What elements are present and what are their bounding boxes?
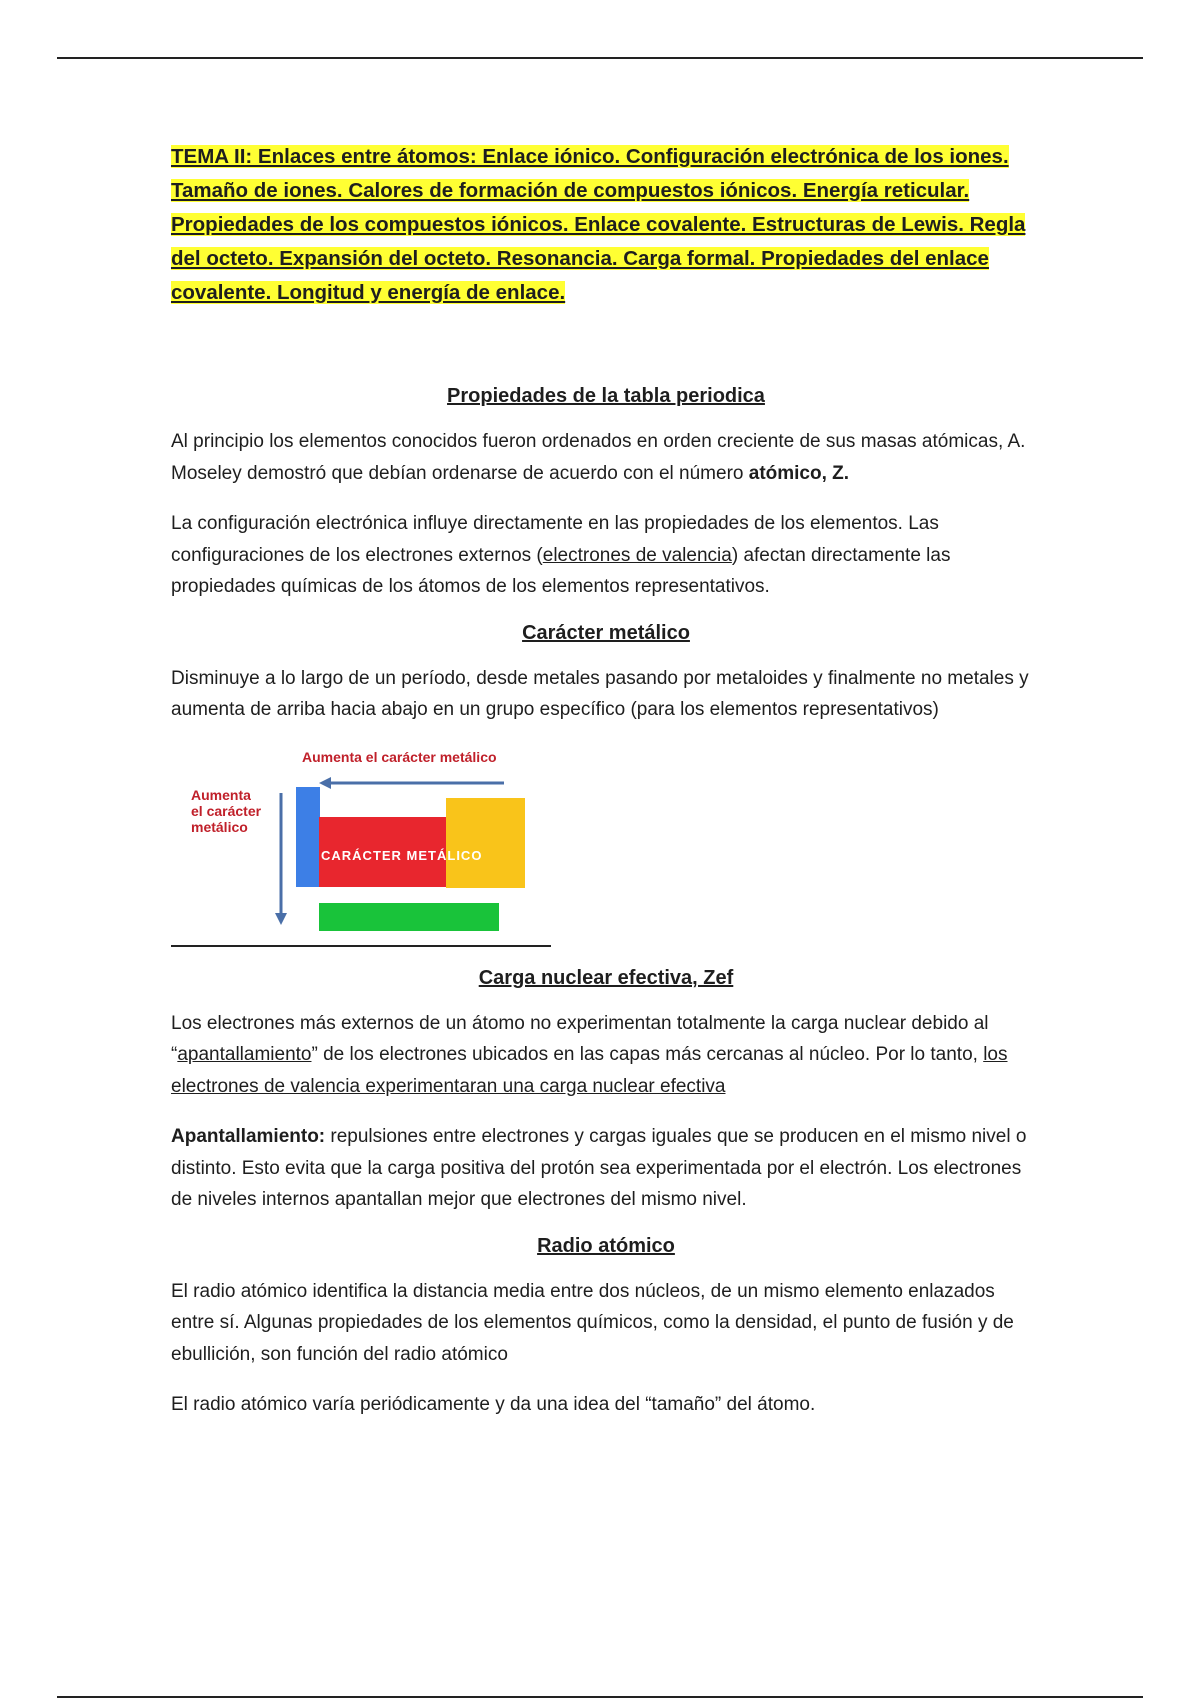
bottom-rule [57, 1696, 1143, 1698]
section-title-radio-atomico: Radio atómico [537, 1234, 675, 1257]
paragraph-moseley [171, 426, 1041, 489]
figure-center-text: CARÁCTER METÁLICO [321, 847, 483, 863]
paragraph-moseley-bold: atómico, Z. [748, 462, 850, 484]
paragraph-moseley-text: Al principio los elementos conocidos fueron ordenados en orden creciente de sus masas atómicas, A. Moseley demostró que debían ordenarse de acuerdo con el número [171, 431, 1026, 484]
paragraph-configuracion-pre: La configuración electrónica influye directamente en las propiedades de los elementos. Las configuraciones de los electrones externos ( [171, 513, 939, 566]
apantallamiento-definition: repulsiones entre electrones y cargas iguales que se producen en el mismo nivel o distinto. Esto evita que la carga positiva del protón sea experimentada por el electrón. Los electrones de niveles internos apantallan mejor que electrones del mismo nivel. [171, 1126, 1027, 1210]
horizontal-arrowhead-icon [319, 777, 331, 789]
figure-side-label-line1: Aumenta [191, 786, 251, 803]
paragraph-carga-nuclear-b: ” de los electrones ubicados en las capas más cercanas al núcleo. Por lo tanto, [311, 1044, 984, 1065]
paragraph-carga-nuclear [171, 1008, 1041, 1103]
caracter-metalico-figure [171, 745, 551, 947]
top-rule [57, 57, 1143, 59]
apantallamiento-term: Apantallamiento: [171, 1126, 326, 1147]
vertical-arrowhead-icon [275, 913, 287, 925]
electrones-valencia-underlined: electrones de valencia [542, 544, 732, 566]
tema-heading [171, 140, 1041, 310]
figure-side-label-line3: metálico [191, 818, 248, 835]
figure-side-label-line2: el carácter [191, 802, 262, 819]
apantallamiento-underlined: apantallamiento [177, 1044, 312, 1065]
section-title-tabla-periodica: Propiedades de la tabla periodica [447, 385, 765, 407]
figure-top-label: Aumenta el carácter metálico [302, 748, 497, 765]
figure-arrows [171, 745, 551, 945]
paragraph-radio-atomico-1: El radio atómico identifica la distancia media entre dos núcleos, de un mismo elemento enlazados entre sí. Algunas propiedades de los elementos químicos, como la densidad, el punto de fusión y de ebullición, son función del radio atómico [171, 1280, 1014, 1365]
tema-highlight: TEMA II: Enlaces entre átomos: Enlace iónico. Configuración electrónica de los iones. Tamaño de iones. Calores de formación de compuestos iónicos. Energía reticular. Propiedades de los compuestos iónicos. Enlace covalente. Estructuras de Lewis. Regla del octeto. Expansión del octeto. Resonancia. Carga formal. Propiedades del enlace covalente. Longitud y energía de enlace. [171, 145, 1026, 304]
paragraph-configuracion [171, 508, 1041, 603]
paragraph-configuracion-post: ) afectan directamente las propiedades químicas de los átomos de los elementos representativos. [171, 544, 951, 597]
paragraph-caracter-metalico: Disminuye a lo largo de un período, desde metales pasando por metaloides y finalmente no metales y aumenta de arriba hacia abajo en un grupo específico (para los elementos representativos) [171, 667, 1029, 720]
section-title-carga-nuclear: Carga nuclear efectiva, Zef [478, 966, 734, 989]
paragraph-apantallamiento [171, 1121, 1041, 1216]
document-content [171, 140, 1041, 1440]
paragraph-carga-nuclear-a: Los electrones más externos de un átomo no experimentan totalmente la carga nuclear debido al “ [171, 1012, 989, 1065]
carga-efectiva-underlined: los electrones de valencia experimentaran una carga nuclear efectiva [171, 1044, 1008, 1097]
paragraph-radio-atomico-2: El radio atómico varía periódicamente y da una idea del “tamaño” del átomo. [171, 1394, 816, 1415]
section-title-caracter-metalico: Carácter metálico [522, 621, 690, 644]
